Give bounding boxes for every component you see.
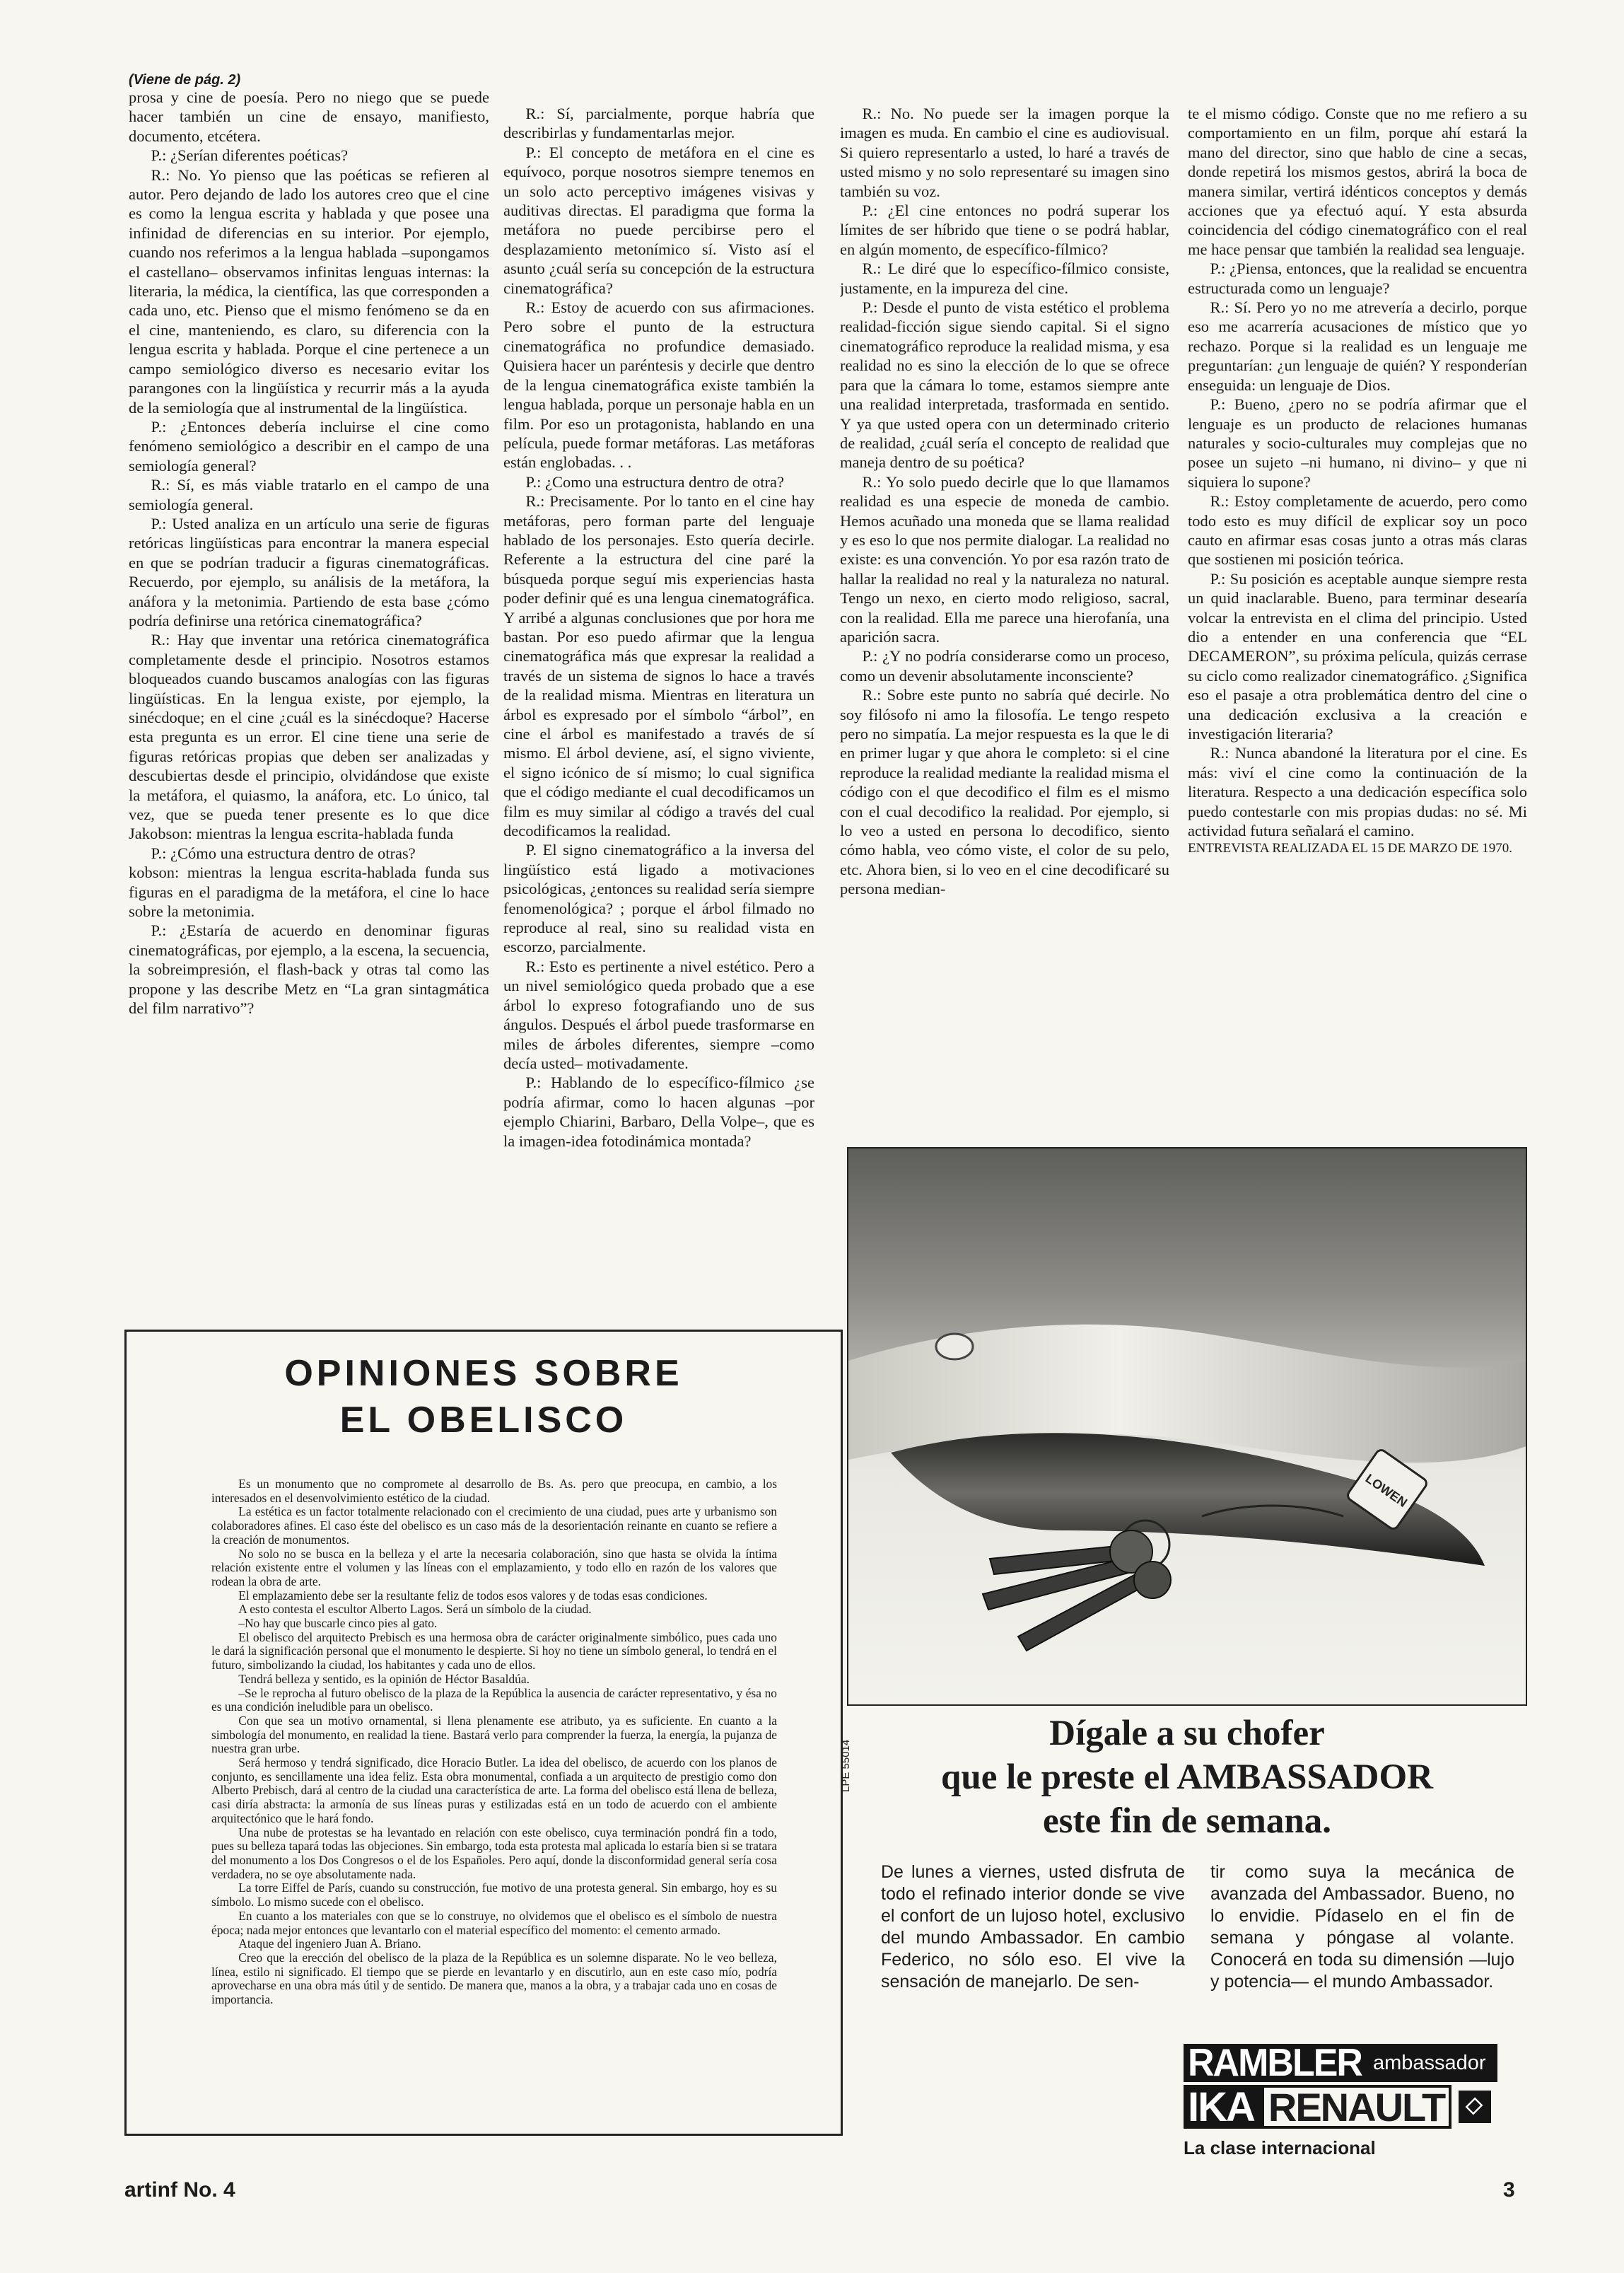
- renault-logo-text: RENAULT: [1261, 2085, 1451, 2129]
- interview-paragraph: R.: Sí, parcialmente, porque habría que describirlas y fundamentarlas mejor.: [503, 105, 814, 142]
- interview-paragraph: R.: Hay que inventar una retórica cinematográfica completamente desde el principio. Nosotros estamos bloqueados cuando buscamos analogías con las figuras lingüísticas. En la lengua existe, por ejemplo, la sinécdoque; en el cine ¿cuál es la sinécdoque? Hacerse esta pregunta es un error. El cine tiene una serie de figuras retóricas propias que deben ser analizadas y descubiertas desde el principio, olvidándose que existe la metáfora, el quiasmo, la anáfora, etc. Lo único, tal vez, que se pueda tener presente es lo que dice Jakobson: mientras la lengua escrita-hablada funda: [129, 631, 489, 843]
- chauffeur-cap-keys-photo: [847, 1147, 1527, 1706]
- interview-paragraph: R.: No. Yo pienso que las poéticas se refieren al autor. Pero dejando de lado los autores creo que el cine es como la lengua escrita y hablada y que posee una infinidad de diferencias en su interior. Por ejemplo, cuando nos referimos a la lengua hablada –supongamos el castellano– observamos infinitas lenguas internas: la literaria, la médica, la científica, las que corresponden a cada uno, etc. Pienso que el mismo fenómeno se da en el cine, manteniendo, es claro, su diferencia con la lengua escrita y hablada. Porque el cine pertenece a un campo semiológico diverso es necesario evitar los parangones con la lingüística y recurrir más a la ayuda de la semiología que al instrumental de la lingüística.: [129, 165, 489, 417]
- obelisco-paragraph: Una nube de protestas se ha levantado en relación con este obelisco, cuya terminación pondrá fin a todo, pues su belleza tapará todas las objeciones. Sin embargo, toda esta protesta mal aplicada lo estaría bien si se tratara del monumento a los Dos Congresos o el de los Españoles. Pero aquí, donde la disconformidad general sería cosa verdadera, no se oye absolutamente nada.: [211, 1825, 777, 1881]
- interview-paragraph: R.: Sí, es más viable tratarlo en el campo de una semiología general.: [129, 476, 489, 513]
- obelisco-title-line-1: OPINIONES SOBRE: [284, 1353, 683, 1394]
- obelisco-title-line-2: EL OBELISCO: [339, 1400, 628, 1441]
- interview-paragraph: P.: ¿Entonces debería incluirse el cine como fenómeno semiológico a describir en el campo de una semiología general?: [129, 417, 489, 475]
- interview-paragraph: R.: Sobre este punto no sabría qué decirle. No soy filósofo ni amo la filosofía. Le tengo respeto pero no simpatía. La mejor respuesta es la que le di en primer lugar y que ahora le completo: si el cine reproduce la realidad mediante la realidad misma el código con el que decodifico el film es el mismo con el cual decodifico la realidad. Por ejemplo, si lo veo a usted en persona lo decodifico, siento cómo habla, veo cómo viste, el color de su pelo, etc. Ahora bien, si lo veo en el cine decodificaré su persona median-: [840, 686, 1169, 898]
- interview-paragraph: P.: Bueno, ¿pero no se podría afirmar que el lenguaje es un producto de relaciones humanas naturales y socio-culturales muy complejas que no posee un sujeto –ni humano, ni divino– y que ni siquiera lo supone?: [1188, 395, 1527, 491]
- obelisco-article-box: [124, 1330, 843, 2136]
- obelisco-paragraph: El obelisco del arquitecto Prebisch es una hermosa obra de carácter originalmente simbólico, pues cada uno le dará la significación personal que el monumento le despierte. Si hoy no tiene un símbolo general, lo tendrá en el futuro, simbolizando la ciudad, los habitantes y cada uno de ellos.: [211, 1629, 777, 1673]
- interview-paragraph: P.: ¿Como una estructura dentro de otra?: [525, 472, 785, 491]
- interview-paragraph: R.: Yo solo puedo decirle que lo que llamamos realidad es una especie de moneda de cambio. Hemos acuñado una moneda que se llama realidad y es eso lo que nos permite dialogar. La realidad no existe: es una convención. Yo por esa razón trato de hallar la realidad no real y la naturaleza no natural. Tengo un nexo, en cierto modo religioso, sacral, con la realidad. Ella me parece una hierofanía, una aparición sacra.: [840, 472, 1169, 646]
- obelisco-paragraph: Creo que la erección del obelisco de la plaza de la República es un solemne disparate. No le veo belleza, línea, estilo ni significado. El tiempo que se pierde en levantarlo y en discutirlo, aun en este caso mío, podría aprovecharse en una obra más útil y de sentido. De manera que, manos a la obra, y a trabajar cada uno en cosas de importancia.: [211, 1950, 777, 2007]
- continued-from-note: (Viene de pág. 2): [129, 72, 241, 88]
- obelisco-paragraph: Tendrá belleza y sentido, es la opinión de Héctor Basaldúa.: [238, 1671, 530, 1686]
- publication-footer: artinf No. 4: [124, 2178, 235, 2202]
- renault-diamond-icon: [1459, 2091, 1491, 2123]
- ad-photo-code: LPE 55014: [840, 1739, 852, 1793]
- ad-body-copy-1: De lunes a viernes, usted disfruta de todo el refinado interior donde se vive el confort de un lujoso hotel, exclusivo del mundo Ambassador. En cambio Federico, no sólo eso. El vive la sensación de manejarlo. De sen-: [881, 1862, 1185, 1992]
- obelisco-paragraph: A esto contesta el escultor Alberto Lagos. Será un símbolo de la ciudad.: [238, 1602, 592, 1617]
- interview-paragraph: P.: ¿El cine entonces no podrá superar los límites de ser híbrido que tiene o se podrá hablar, en algún momento, de específico-fílmico?: [840, 202, 1169, 258]
- obelisco-body: [211, 1477, 777, 2128]
- rambler-ambassador-logo: [1184, 2041, 1497, 2085]
- interview-paragraph: kobson: mientras la lengua escrita-hablada funda sus figuras en el paradigma de la metáfora, el cine lo hace sobre la metonimia.: [129, 864, 489, 921]
- interview-paragraph: R.: Nunca abandoné la literatura por el cine. Es más: viví el cine como la continuación de la literatura. Respecto a una dedicación específica solo puedo contestarle con mis propias dudas: no sé. Mi actividad futura señalará el camino.: [1188, 744, 1527, 840]
- interview-column-1: [129, 88, 489, 1318]
- interview-paragraph: P.: ¿Y no podría considerarse como un proceso, como un devenir absolutamente inconsciente?: [840, 647, 1169, 685]
- interview-paragraph: te el mismo código. Conste que no me refiero a su comportamiento en un film, porque ahí estará la mano del director, sino que hablo de cine a secas, donde repetirá los mismos gestos, abrirá la boca de manera similar, vertirá idénticos conceptos y demás acciones que ya efectuó aquí. Y esta absurda coincidencia del código cinematográfico con el real me hace pensar que también la realidad sea lenguaje.: [1188, 105, 1527, 258]
- interview-column-2: [503, 104, 814, 1320]
- interview-paragraph: P.: ¿Piensa, entonces, que la realidad se encuentra estructurada como un lenguaje?: [1188, 260, 1527, 297]
- interview-paragraph: prosa y cine de poesía. Pero no niego que se puede hacer también un cine de ensayo, manifiesto, documento, etcétera.: [129, 88, 489, 145]
- interview-paragraph: P.: Hablando de lo específico-fílmico ¿se podría afirmar, como lo hacen algunas –por ejemplo Chiarini, Barbaro, Della Volpe–, que es la imagen-idea fotodinámica montada?: [503, 1074, 814, 1150]
- interview-paragraph: P.: ¿Estaría de acuerdo en denominar figuras cinematográficas, por ejemplo, a la escena, la secuencia, la sobreimpresión, el flash-back y otras tal como las propone y las describe Metz en “La gran sintagmática del film narrativo”?: [129, 922, 489, 1018]
- ad-headline-line-2: que le preste el AMBASSADOR: [940, 1757, 1434, 1797]
- interview-paragraph: R.: Le diré que lo específico-fílmico consiste, justamente, en la impureza del cine.: [840, 260, 1169, 297]
- obelisco-paragraph: –No hay que buscarle cinco pies al gato.: [238, 1616, 438, 1631]
- obelisco-paragraph: Ataque del ingeniero Juan A. Briano.: [238, 1936, 421, 1951]
- obelisco-paragraph: Es un monumento que no compromete al desarrollo de Bs. As. pero que preocupa, en cambio, a los interesados en el desenvolvimiento estético de la ciudad.: [211, 1477, 777, 1505]
- obelisco-title: [127, 1350, 841, 1443]
- rambler-logo-text: RAMBLER: [1188, 2041, 1362, 2085]
- interview-paragraph: P.: El concepto de metáfora en el cine es equívoco, porque nosotros siempre tenemos en un solo acto perceptivo imágenes visivas y auditivas directas. El paradigma que forma la metáfora no puede percibirse pero el desplazamiento metonímico sí. Visto así el asunto ¿cuál sería su concepción de la estructura cinematográfica?: [503, 143, 814, 297]
- obelisco-paragraph: La estética es un factor totalmente relacionado con el crecimiento de una ciudad, pues arte y urbanismo son colaboradores afines. El caso éste del obelisco es un caso más de la desorientación reinante en cuanto se refiere a la creación de monumentos.: [211, 1504, 777, 1547]
- ambassador-logo-text: ambassador: [1372, 2051, 1486, 2074]
- interview-paragraph: P. El signo cinematográfico a la inversa del lingüístico está ligado a motivaciones psicológicas, ¿entonces su realidad sería siempre fenomenológica? ; porque el árbol filmado no reproduce al real, sino su realidad vista en escorzo, parcialmente.: [503, 841, 814, 956]
- interview-paragraph: R.: Esto es pertinente a nivel estético. Pero a un nivel semiológico queda probado que a ese árbol lo expreso fotografiando uno de sus ángulos. Después el árbol puede trasformarse en miles de árboles diferentes, siempre –como decía usted– motivadamente.: [503, 957, 814, 1072]
- interview-paragraph: P.: ¿Serían diferentes poéticas?: [151, 146, 349, 165]
- interview-column-3: [840, 104, 1169, 1122]
- obelisco-paragraph: En cuanto a los materiales con que se lo construye, no olvidemos que el obelisco es el símbolo de nuestra época; nada mejor entonces que levantarlo con el material específico del momento: el cemento armado.: [211, 1908, 777, 1937]
- ika-renault-logo: [1184, 2085, 1516, 2129]
- obelisco-paragraph: Con que sea un motivo ornamental, si llena plenamente ese atributo, ya es suficiente. En cuanto a la simbología del monumento, en realidad la tiene. Bastará verlo para comprender la fuerza, la energía, la pujanza de nuestra gran urbe.: [211, 1713, 777, 1756]
- obelisco-paragraph: El emplazamiento debe ser la resultante feliz de todos esos valores y de todas esas condiciones.: [238, 1588, 708, 1603]
- obelisco-paragraph: No solo no se busca en la belleza y el arte la necesaria colaboración, sino que hasta se olvida la íntima relación existente entre el volumen y las líneas con el emplazamiento, y todo ello en razón de los valores que rodean la obra de arte.: [211, 1546, 777, 1588]
- ad-tagline: La clase internacional: [1184, 2137, 1376, 2158]
- obelisco-paragraph: –Se le reprocha al futuro obelisco de la plaza de la República la ausencia de carácter representativo, y ésa no es una condición ineludible para un obelisco.: [211, 1685, 777, 1714]
- cap-and-keys-illustration: [848, 1149, 1527, 1706]
- ambassador-advertisement: [840, 1147, 1527, 2158]
- page-number: 3: [1503, 2178, 1515, 2202]
- interview-paragraph: P.: ¿Cómo una estructura dentro de otras?: [151, 844, 416, 862]
- ad-headline: [847, 1711, 1527, 1843]
- interview-paragraph: R.: No. No puede ser la imagen porque la imagen es muda. En cambio el cine es audiovisual. Si quiero representarlo a usted, lo haré a través de usted mismo y no solo representaré su imagen sino también su voz.: [840, 105, 1169, 200]
- ad-body-copy-2: tir como suya la mecánica de avanzada del Ambassador. Bueno, no lo envidie. Pídaselo en el fin de semana y póngase al volante. Conocerá en toda su dimensión —lujo y potencia— el mundo Ambassador.: [1210, 1862, 1514, 1992]
- ad-headline-line-3: este fin de semana.: [1043, 1801, 1331, 1841]
- interview-paragraph: R.: Estoy completamente de acuerdo, pero como todo esto es muy difícil de explicar soy un poco cauto en afirmar esas cosas junto a otras más claras que sostienen mi posición teórica.: [1188, 492, 1527, 569]
- interview-paragraph: P.: Desde el punto de vista estético el problema realidad-ficción sigue siendo capital. Si el signo cinematográfico reproduce la realidad misma, y esa realidad no es sino la elección de lo que se ofrece para que la cámara lo tome, estamos siempre ante una realidad interpretada, trasformada en sentido. Y ya que usted opera con un determinado criterio de realidad, ¿cuál sería el concepto de realidad que maneja dentro de su poética?: [840, 298, 1169, 472]
- ad-headline-line-1: Dígale a su chofer: [1049, 1714, 1325, 1753]
- cap-button-shape: [936, 1334, 973, 1359]
- keys-shape: [983, 1530, 1171, 1651]
- obelisco-paragraph: Será hermoso y tendrá significado, dice Horacio Butler. La idea del obelisco, de acuerdo con los planos de conjunto, es sencillamente una idea feliz. Esta obra monumental, confiada a un arquitecto de prestigio como don Alberto Prebisch, dará al centro de la ciudad una característica de arte. La forma del obelisco está llena de belleza, casi diría abstracta: la armonía de sus líneas puras y estilizadas está en un todo de acuerdo con el ambiente arquitectónico que le hará fondo.: [211, 1755, 777, 1825]
- interview-paragraph: R.: Precisamente. Por lo tanto en el cine hay metáforas, pero forman parte del lenguaje hablado de los personajes. Esto quería decirle. Referente a la estructura del cine paré la búsqueda porque seguí mis experiencias hasta poder definir qué es una lengua cinematográfica. Y arribé a algunas conclusiones que por hora me bastan. Por eso puedo afirmar que la lengua cinematográfica más que expresar la realidad a través de un sistema de signos lo hace a través de la realidad misma. Mientras en literatura un árbol es expresado por el símbolo “árbol”, en cine el árbol es manifestado a través de sí mismo. El árbol deviene, así, el signo viviente, el signo icónico de sí mismo; lo cual significa que el código mediante el cual decodificamos un film es muy similar al código a través del cual decodificamos la realidad.: [503, 492, 814, 840]
- interview-paragraph: R.: Sí. Pero yo no me atrevería a decirlo, porque eso me acarrería acusaciones de místico que yo rechazo. Porque si la realidad es un lenguaje me preguntarían: ¿un lenguaje de quién? Y responderían enseguida: un lenguaje de Dios.: [1188, 298, 1527, 394]
- keychain-brand-label: LOWEN: [1362, 1471, 1410, 1511]
- obelisco-paragraph: La torre Eiffel de París, cuando su construcción, fue motivo de una protesta general. Sin embargo, hoy es su símbolo. Lo mismo sucede con el obelisco.: [211, 1880, 777, 1909]
- interview-paragraph: P.: Usted analiza en un artículo una serie de figuras retóricas lingüísticas para encontrar la manera especial en que se podrían traducir a figuras cinematográficas. Recuerdo, por ejemplo, su análisis de la metáfora, la anáfora y la metonimia. Partiendo de esta base ¿cómo podría definirse una retórica cinematográfica?: [129, 514, 489, 629]
- ika-logo-text: IKA: [1184, 2085, 1261, 2129]
- interview-paragraph: R.: Estoy de acuerdo con sus afirmaciones. Pero sobre el punto de la estructura cinematográfica no profundice demasiado. Quisiera hacer un paréntesis y decirle que dentro de la lengua cinematográfica existe también la lengua hablada, porque un personaje habla en un film. Por eso un protagonista, hablando en una película, puede formar metáforas. Las metáforas están englobadas. . .: [503, 298, 814, 472]
- ad-logos: [1184, 2041, 1516, 2159]
- interview-credit: ENTREVISTA REALIZADA EL 15 DE MARZO DE 1970.: [1188, 841, 1513, 856]
- interview-column-4: [1188, 104, 1527, 1122]
- interview-paragraph: P.: Su posición es aceptable aunque siempre resta un quid inaclarable. Bueno, para terminar desearía volcar la entrevista en el clima del principio. Usted dio a entender en una conferencia que “EL DECAMERON”, su próxima película, quizás cerrase su ciclo como realizador cinematográfico. ¿Significa eso el pasaje a otra problemática dentro del cine o una dedicación exclusiva a la creación e investigación literaria?: [1188, 569, 1527, 743]
